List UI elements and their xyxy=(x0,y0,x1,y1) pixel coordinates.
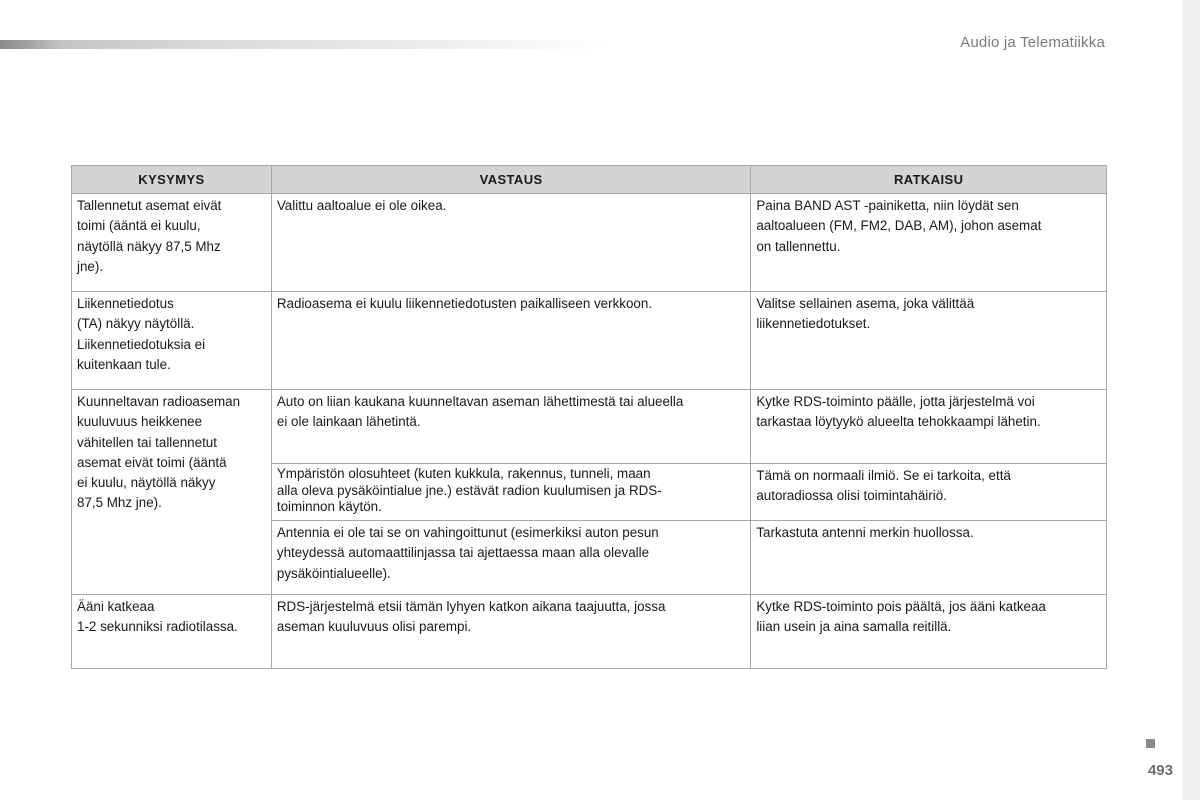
page-marker-square xyxy=(1146,739,1155,748)
header-decorative-bar xyxy=(0,40,610,49)
solution-cell: Paina BAND AST -painiketta, niin löydät sen aaltoalueen (FM, FM2, DAB, AM), johon asemat on tallennettu. xyxy=(751,194,1107,292)
column-header-answer: VASTAUS xyxy=(271,166,750,194)
answer-cell: Valittu aaltoalue ei ole oikea. xyxy=(271,194,750,292)
question-cell: Liikennetiedotus (TA) näkyy näytöllä. Liikennetiedotuksia ei kuitenkaan tule. xyxy=(72,292,272,390)
solution-cell: Kytke RDS-toiminto päälle, jotta järjestelmä voi tarkastaa löytyykö alueelta tehokkaampi lähetin. xyxy=(751,390,1107,464)
page-number: 493 xyxy=(1147,762,1173,779)
troubleshooting-table xyxy=(71,165,1107,669)
table-row xyxy=(72,194,1107,292)
section-title: Audio ja Telematiikka xyxy=(960,34,1105,51)
solution-cell: Tarkastuta antenni merkin huollossa. xyxy=(751,521,1107,595)
table-row xyxy=(72,595,1107,669)
question-cell: Kuunneltavan radioaseman kuuluvuus heikkenee vähitellen tai tallennetut asemat eivät toimi (ääntä ei kuulu, näytöllä näkyy 87,5 Mhz jne). xyxy=(72,390,272,595)
answer-cell: Radioasema ei kuulu liikennetiedotusten paikalliseen verkkoon. xyxy=(271,292,750,390)
page-edge-strip xyxy=(1182,0,1200,800)
question-cell: Tallennetut asemat eivät toimi (ääntä ei kuulu, näytöllä näkyy 87,5 Mhz jne). xyxy=(72,194,272,292)
table-row xyxy=(72,390,1107,464)
table-row xyxy=(72,292,1107,390)
solution-cell: Kytke RDS-toiminto pois päältä, jos ääni katkeaa liian usein ja aina samalla reitillä. xyxy=(751,595,1107,669)
solution-cell: Valitse sellainen asema, joka välittää liikennetiedotukset. xyxy=(751,292,1107,390)
column-header-solution: RATKAISU xyxy=(751,166,1107,194)
answer-cell: RDS-järjestelmä etsii tämän lyhyen katkon aikana taajuutta, jossa aseman kuuluvuus olisi parempi. xyxy=(271,595,750,669)
answer-cell: Antennia ei ole tai se on vahingoittunut (esimerkiksi auton pesun yhteydessä automaattilinjassa tai ajettaessa maan alla olevalle pysäköintialueelle). xyxy=(271,521,750,595)
solution-cell: Tämä on normaali ilmiö. Se ei tarkoita, että autoradiossa olisi toimintahäiriö. xyxy=(751,464,1107,521)
answer-cell: Ympäristön olosuhteet (kuten kukkula, rakennus, tunneli, maan alla oleva pysäköintialue jne.) estävät radion kuulumisen ja RDS- toiminnon käytön. xyxy=(271,464,750,521)
table-header-row xyxy=(72,166,1107,194)
answer-cell: Auto on liian kaukana kuunneltavan aseman lähettimestä tai alueella ei ole lainkaan lähetintä. xyxy=(271,390,750,464)
question-cell: Ääni katkeaa 1-2 sekunniksi radiotilassa. xyxy=(72,595,272,669)
column-header-question: KYSYMYS xyxy=(72,166,272,194)
